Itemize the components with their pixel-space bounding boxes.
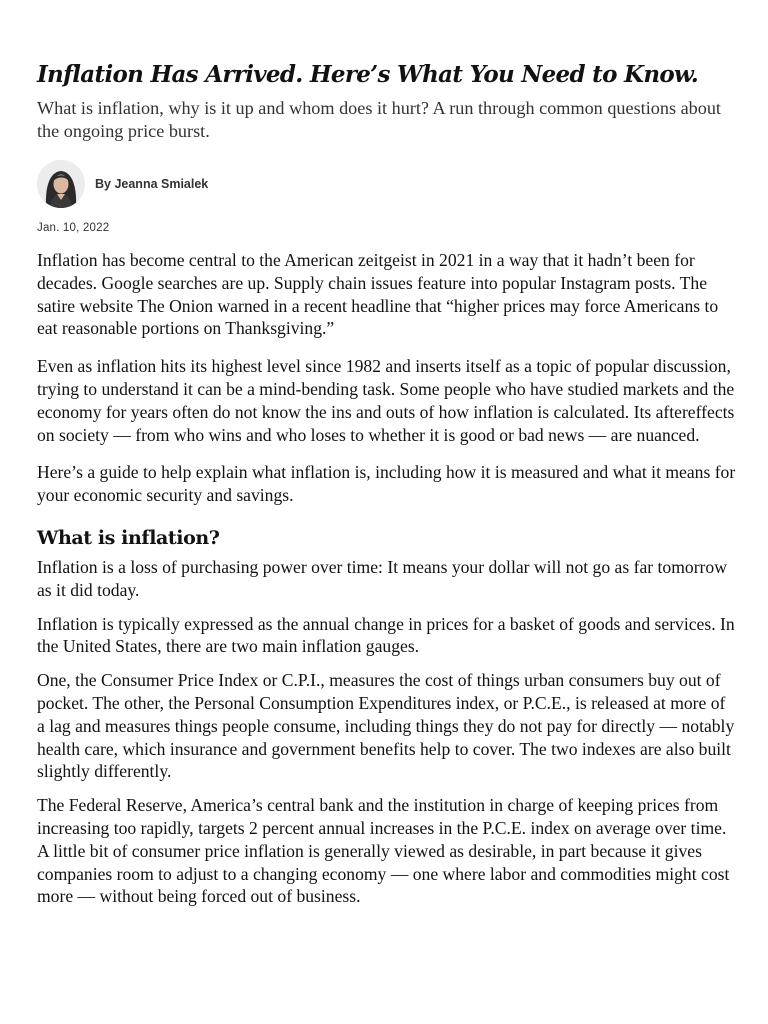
section-paragraph: Inflation is a loss of purchasing power over time: It means your dollar will not go as far tomorrow as it did today. <box>37 556 727 600</box>
publish-date: Jan. 10, 2022 <box>37 222 110 234</box>
article-headline: Inflation Has Arrived. Here’s What You Need to Know. <box>37 61 699 88</box>
section-paragraph: The Federal Reserve, America’s central bank and the institution in charge of keeping prices from increasing too rapidly, targets 2 percent annual increases in the P.C.E. index on average over time. A little bit of consumer price inflation is generally viewed as desirable, in part because it gives companies room to adjust to a changing economy — one where labor and commodities might cost more — without being forced out of business. <box>37 795 730 907</box>
section-paragraph: Inflation is typically expressed as the annual change in prices for a basket of goods and services. In the United States, there are two main inflation gauges. <box>37 613 735 657</box>
section-heading: What is inflation? <box>37 526 220 549</box>
section-paragraph: One, the Consumer Price Index or C.P.I., measures the cost of things urban consumers buy out of pocket. The other, the Personal Consumption Expenditures index, or P.C.E., is released at more of a lag and measures things people consume, including things they do not pay for directly — notably health care, which insurance and government benefits help to cover. The two indexes are also built slightly differently. <box>37 670 735 782</box>
author-byline[interactable]: By Jeanna Smialek <box>95 177 209 191</box>
article-paragraph: Even as inflation hits its highest level since 1982 and inserts itself as a topic of popular discussion, trying to understand it can be a mind-bending task. Some people who have studied markets and the economy for years often do not know the ins and outs of how inflation is calculated. Its aftereffects on society — from who wins and who loses to whether it is good or bad news — are nuanced. <box>37 356 735 445</box>
author-portrait-icon <box>37 160 85 208</box>
article <box>37 58 737 908</box>
author-avatar[interactable] <box>37 160 85 208</box>
article-paragraph: Inflation has become central to the American zeitgeist in 2021 in a way that it hadn’t been for decades. Google searches are up. Supply chain issues feature into popular Instagram posts. The satire website The Onion warned in a recent headline that “higher prices may force Americans to eat reasonable portions on Thanksgiving.” <box>37 250 719 339</box>
article-paragraph: Here’s a guide to help explain what inflation is, including how it is measured and what it means for your economic security and savings. <box>37 462 736 506</box>
article-summary: What is inflation, why is it up and whom does it hurt? A run through common questions about the ongoing price burst. <box>37 98 721 141</box>
byline <box>37 160 737 208</box>
